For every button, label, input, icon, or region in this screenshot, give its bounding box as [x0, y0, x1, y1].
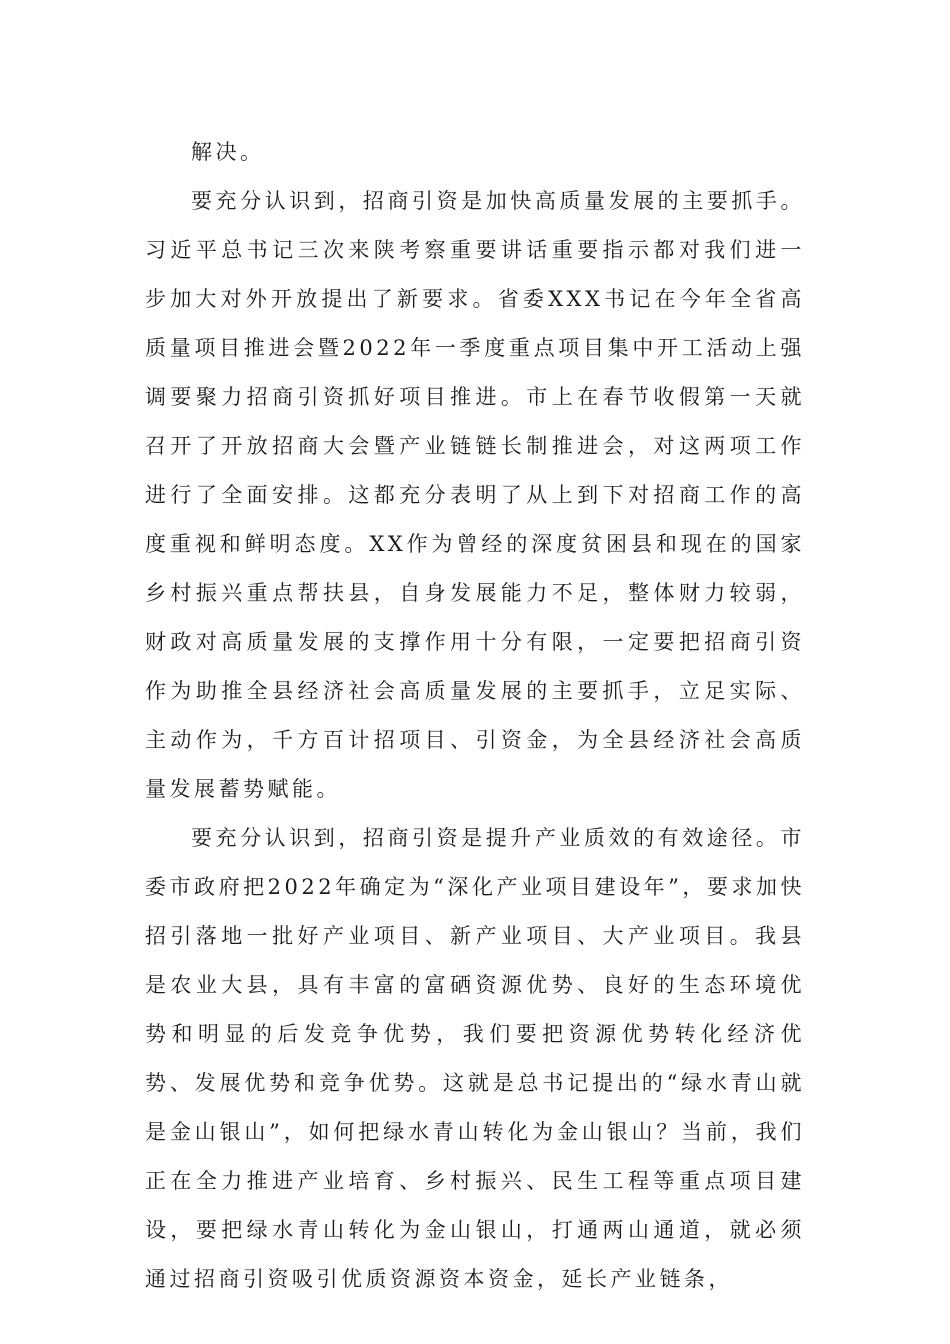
document-body — [145, 128, 805, 1304]
paragraph-continuation: 解决。 — [191, 140, 265, 164]
paragraph-investment-industry-quality: 要充分认识到，招商引资是提升产业质效的有效途径。市委市政府把2022年确定为“深化产业项目建设年”，要求加快招引落地一批好产业项目、新产业项目、大产业项目。我县是农业大县，具有丰富的富硒资源优势、良好的生态环境优势和明显的后发竞争优势，我们要把资源优势转化经济优势、发展优势和竞争优势。这就是总书记提出的“绿水青山就是金山银山”，如何把绿水青山转化为金山银山？当前，我们正在全力推进产业培育、乡村振兴、民生工程等重点项目建设，要把绿水青山转化为金山银山，打通两山通道，就必须通过招商引资吸引优质资源资本资金，延长产业链条， — [145, 826, 805, 1291]
paragraph-investment-main-lever: 要充分认识到，招商引资是加快高质量发展的主要抓手。习近平总书记三次来陕考察重要讲话重要指示都对我们进一步加大对外开放提出了新要求。省委XXX书记在今年全省高质量项目推进会暨2022年一季度重点项目集中开工活动上强调要聚力招商引资抓好项目推进。市上在春节收假第一天就召开了开放招商大会暨产业链链长制推进会，对这两项工作进行了全面安排。这都充分表明了从上到下对招商工作的高度重视和鲜明态度。XX作为曾经的深度贫困县和现在的国家乡村振兴重点帮扶县，自身发展能力不足，整体财力较弱，财政对高质量发展的支撑作用十分有限，一定要把招商引资作为助推全县经济社会高质量发展的主要抓手，立足实际、主动作为，千方百计招项目、引资金，为全县经济社会高质量发展蓄势赋能。 — [145, 189, 805, 801]
